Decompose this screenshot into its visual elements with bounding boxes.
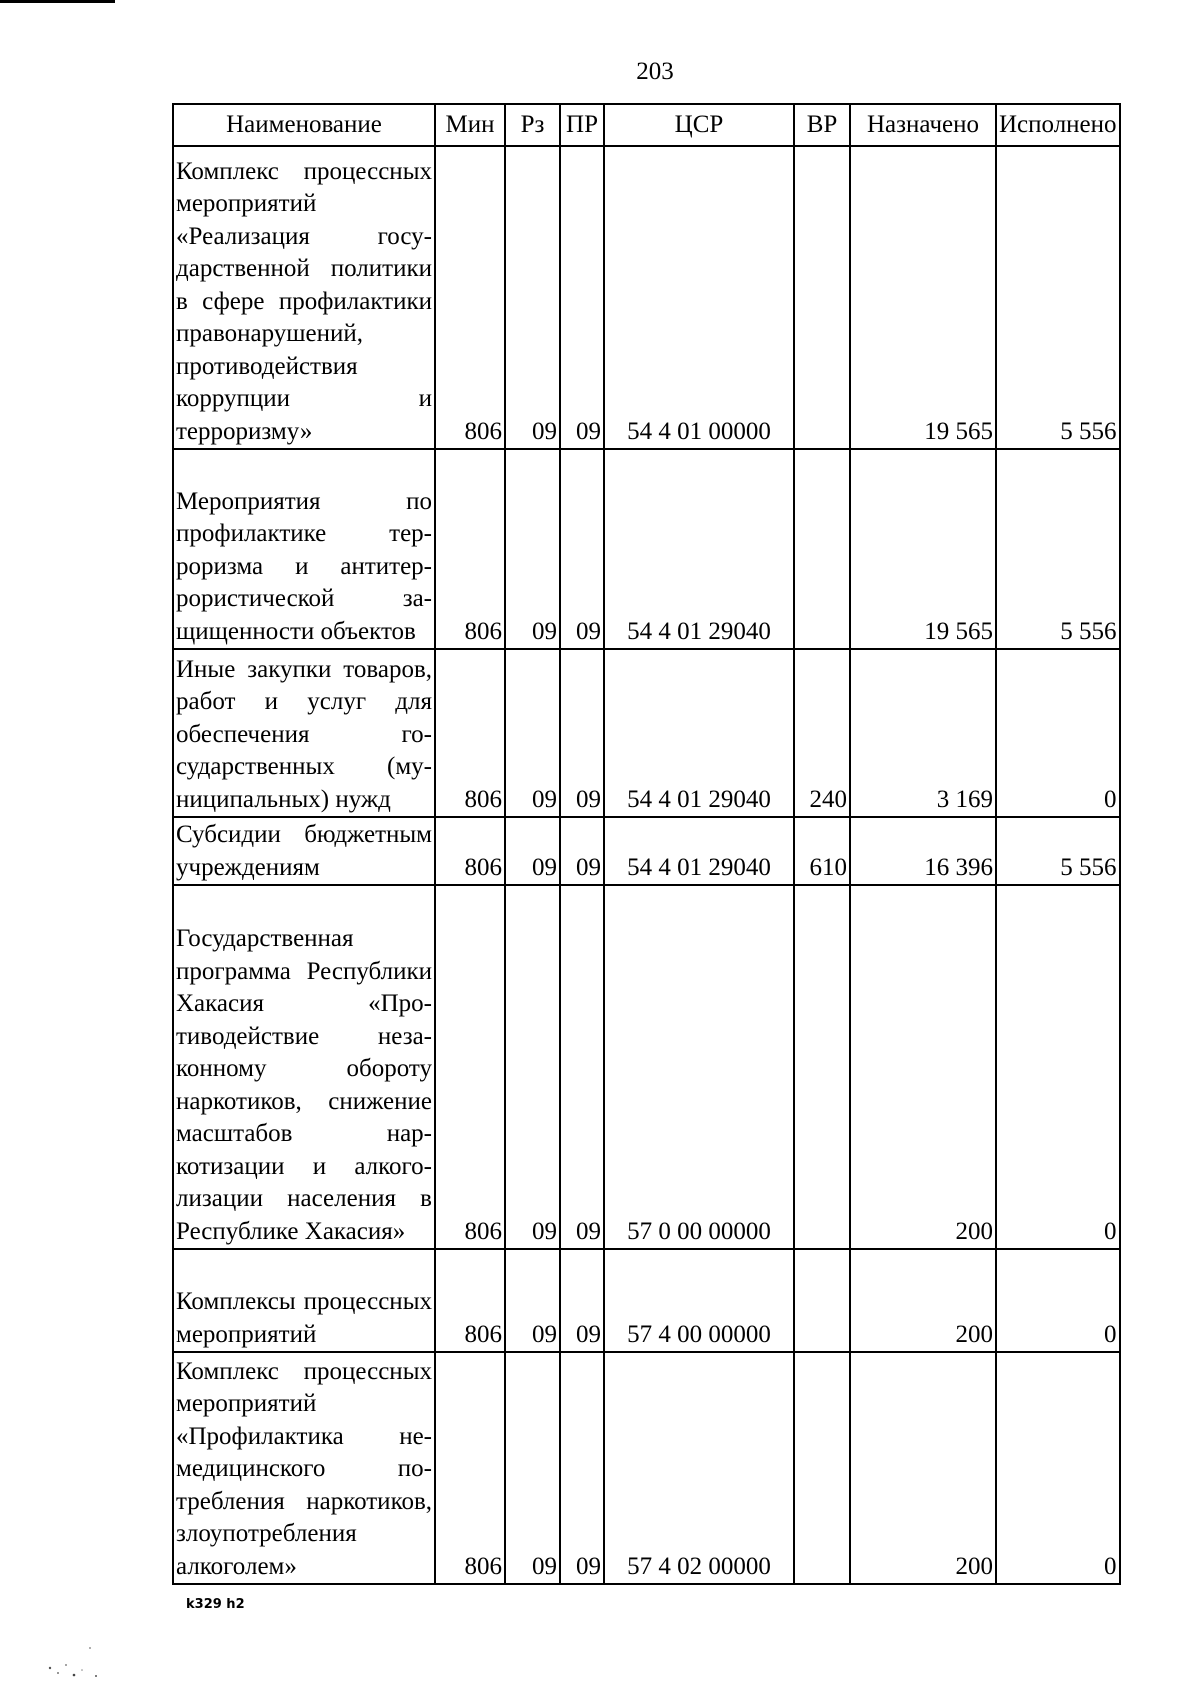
- header-rz: Рз: [505, 104, 560, 146]
- row-rz: 09: [505, 146, 560, 449]
- row-assigned: 19 565: [850, 146, 996, 449]
- row-vr: [794, 449, 850, 649]
- table-row: [173, 885, 1120, 1249]
- header-min: Мин: [435, 104, 505, 146]
- row-assigned: 19 565: [850, 449, 996, 649]
- row-vr: 610: [794, 817, 850, 885]
- row-assigned: 3 169: [850, 649, 996, 817]
- row-name: Комплекс процессных мероприятий «Реализация государственной политики в сфере профилактики правонарушений, противодействия коррупции и терроризму»: [173, 146, 435, 449]
- row-name: Мероприятия по профилактике терроризма и антитеррористической защищенности объектов: [173, 449, 435, 649]
- row-pr: 09: [560, 1352, 604, 1584]
- row-vr: 240: [794, 649, 850, 817]
- footer-document-code: k329 h2: [186, 1597, 245, 1612]
- row-min: 806: [435, 449, 505, 649]
- row-name: Комплексы процессных мероприятий: [173, 1249, 435, 1352]
- row-csr: 54 4 01 00000: [604, 146, 794, 449]
- row-csr: 57 4 02 00000: [604, 1352, 794, 1584]
- table-row: [173, 146, 1120, 449]
- scan-noise: [30, 1640, 110, 1680]
- table-header-row: [173, 104, 1120, 146]
- budget-table: [172, 103, 1121, 1585]
- row-min: 806: [435, 817, 505, 885]
- header-vr: ВР: [794, 104, 850, 146]
- row-assigned: 16 396: [850, 817, 996, 885]
- row-executed: 0: [996, 885, 1120, 1249]
- row-vr: [794, 885, 850, 1249]
- scan-top-rule: [0, 0, 115, 3]
- row-pr: 09: [560, 1249, 604, 1352]
- row-csr: 54 4 01 29040: [604, 649, 794, 817]
- table-row: [173, 649, 1120, 817]
- table-row: [173, 817, 1120, 885]
- row-executed: 0: [996, 649, 1120, 817]
- row-csr: 57 0 00 00000: [604, 885, 794, 1249]
- row-pr: 09: [560, 885, 604, 1249]
- row-name: Субсидии бюджетным учреждениям: [173, 817, 435, 885]
- row-pr: 09: [560, 649, 604, 817]
- row-executed: 5 556: [996, 146, 1120, 449]
- row-name: Комплекс процессных мероприятий «Профилактика немедицинского потребления наркотиков, злоупотребления алкоголем»: [173, 1352, 435, 1584]
- row-vr: [794, 146, 850, 449]
- row-rz: 09: [505, 1249, 560, 1352]
- table-row: [173, 1249, 1120, 1352]
- row-min: 806: [435, 1352, 505, 1584]
- row-rz: 09: [505, 449, 560, 649]
- row-rz: 09: [505, 649, 560, 817]
- row-assigned: 200: [850, 885, 996, 1249]
- row-vr: [794, 1249, 850, 1352]
- row-executed: 5 556: [996, 449, 1120, 649]
- header-name: Наименование: [173, 104, 435, 146]
- header-executed: Исполнено: [996, 104, 1120, 146]
- table-row: [173, 449, 1120, 649]
- row-pr: 09: [560, 817, 604, 885]
- row-csr: 54 4 01 29040: [604, 817, 794, 885]
- row-csr: 54 4 01 29040: [604, 449, 794, 649]
- row-vr: [794, 1352, 850, 1584]
- row-assigned: 200: [850, 1352, 996, 1584]
- row-min: 806: [435, 885, 505, 1249]
- row-executed: 0: [996, 1352, 1120, 1584]
- page-number: 203: [636, 58, 674, 85]
- row-min: 806: [435, 146, 505, 449]
- row-name: Иные закупки товаров, работ и услуг для обеспечения государственных (муниципальных) нужд: [173, 649, 435, 817]
- row-min: 806: [435, 649, 505, 817]
- row-pr: 09: [560, 146, 604, 449]
- header-csr: ЦСР: [604, 104, 794, 146]
- row-rz: 09: [505, 1352, 560, 1584]
- table-row: [173, 1352, 1120, 1584]
- row-rz: 09: [505, 885, 560, 1249]
- row-name: Государственная программа Республики Хакасия «Противодействие незаконному обороту наркотиков, снижение масштабов наркотизации и алкоголизации населения в Республике Хакасия»: [173, 885, 435, 1249]
- row-assigned: 200: [850, 1249, 996, 1352]
- row-pr: 09: [560, 449, 604, 649]
- row-executed: 0: [996, 1249, 1120, 1352]
- header-assigned: Назначено: [850, 104, 996, 146]
- row-csr: 57 4 00 00000: [604, 1249, 794, 1352]
- row-rz: 09: [505, 817, 560, 885]
- row-executed: 5 556: [996, 817, 1120, 885]
- header-pr: ПР: [560, 104, 604, 146]
- row-min: 806: [435, 1249, 505, 1352]
